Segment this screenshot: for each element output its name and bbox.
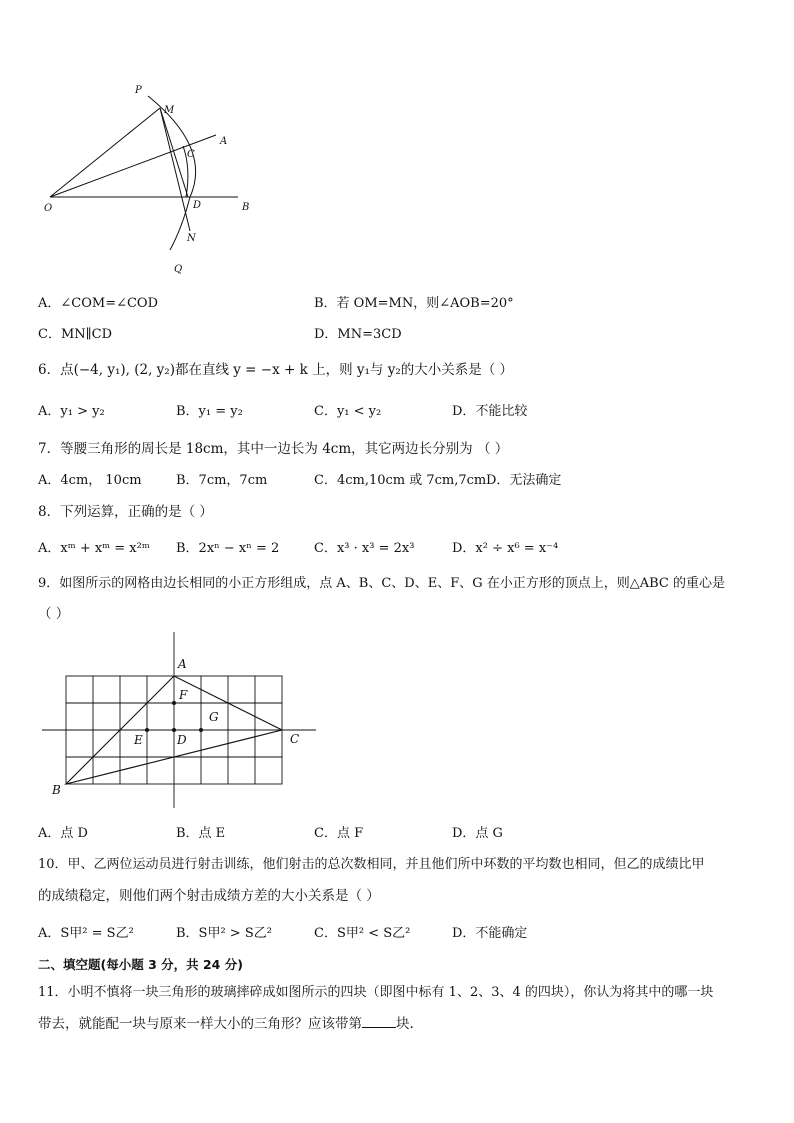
ray-OA	[50, 135, 216, 197]
label-A: A	[220, 136, 228, 147]
q10-option-d: D．不能确定	[452, 926, 528, 941]
q6-option-c: C．y₁ < y₂	[314, 404, 382, 419]
q8-option-d: D．x² ÷ x⁶ = x⁻⁴	[452, 541, 559, 556]
label-Q: Q	[174, 264, 183, 275]
q9-option-c: C．点 F	[314, 826, 364, 841]
q7-option-d: D．无法确定	[486, 473, 562, 488]
q9-stem-line1: 9．如图所示的网格由边长相同的小正方形组成，点 A、B、C、D、E、F、G 在小正方形的顶点上，则△ABC 的重心是	[38, 576, 726, 591]
q8-option-b: B．2xⁿ − xⁿ = 2	[176, 541, 280, 556]
label-A: A	[178, 657, 187, 671]
q9-option-d: D．点 G	[452, 826, 503, 841]
q7-option-a: A．4cm， 10cm	[38, 473, 142, 488]
arc-PQ	[148, 96, 196, 250]
label-D: D	[193, 200, 202, 211]
q9-option-a: A．点 D	[38, 826, 88, 841]
q5-option-a: A．∠COM=∠COD	[38, 296, 159, 311]
q8-stem: 8．下列运算，正确的是（ ）	[38, 504, 213, 520]
label-B: B	[52, 783, 61, 797]
q7-stem: 7．等腰三角形的周长是 18cm，其中一边长为 4cm，其它两边长分别为 （ ）	[38, 441, 509, 457]
label-M: M	[164, 105, 175, 116]
section-2-title: 二、填空题(每小题 3 分，共 24 分)	[38, 957, 243, 972]
q10-option-c: C．S甲² < S乙²	[314, 926, 411, 941]
q8-option-c: C．x³ · x³ = 2x³	[314, 541, 415, 556]
label-C: C	[290, 732, 300, 746]
q11-line2-text: 带去，就能配一块与原来一样大小的三角形？应该带第	[38, 1016, 362, 1032]
q6-option-a: A．y₁ > y₂	[38, 404, 105, 419]
q7-option-c: C．4cm,10cm 或 7cm,7cm	[314, 473, 487, 488]
q7-option-b: B．7cm，7cm	[176, 473, 268, 488]
q11-line2	[38, 1012, 414, 1032]
q8-option-a: A．xᵐ + xᵐ = x²ᵐ	[38, 541, 150, 556]
q10-option-b: B．S甲² > S乙²	[176, 926, 272, 941]
q10-stem-line2: 的成绩稳定，则他们两个射击成绩方差的大小关系是（ ）	[38, 888, 380, 904]
q5-option-b: B．若 OM=MN，则∠AOB=20°	[314, 296, 514, 311]
label-N: N	[187, 233, 196, 244]
q9-stem-line2: （ ）	[38, 606, 70, 622]
label-E: E	[134, 733, 143, 747]
point-E	[145, 728, 149, 732]
q5-option-d: D．MN=3CD	[314, 327, 402, 342]
label-B: B	[242, 202, 250, 213]
q6-option-b: B．y₁ = y₂	[176, 404, 243, 419]
label-O: O	[44, 203, 53, 214]
segment-OM	[50, 108, 160, 197]
q5-option-c: C．MN∥CD	[38, 327, 113, 342]
q6-option-d: D．不能比较	[452, 404, 528, 419]
point-G	[199, 728, 203, 732]
q11-line2-end: 块.	[396, 1016, 414, 1032]
q6-stem: 6．点(−4, y₁), (2, y₂)都在直线 y = −x + k 上，则 y₁与 y₂的大小关系是（ ）	[38, 362, 514, 378]
angle-construction-figure	[30, 78, 270, 278]
grid-triangle-figure	[36, 628, 326, 810]
label-F: F	[179, 688, 188, 702]
label-P: P	[135, 85, 142, 96]
label-G: G	[209, 710, 219, 724]
point-F	[172, 701, 176, 705]
q11-line1: 11．小明不慎将一块三角形的玻璃摔碎成如图所示的四块（即图中标有 1、2、3、4 的四块），你认为将其中的哪一块	[38, 985, 714, 1000]
label-C: C	[187, 149, 195, 160]
q10-option-a: A．S甲² = S乙²	[38, 926, 134, 941]
q9-option-b: B．点 E	[176, 826, 226, 841]
label-D: D	[177, 733, 187, 747]
q11-answer-blank[interactable]	[362, 1015, 396, 1028]
point-D	[172, 728, 176, 732]
q10-stem-line1: 10．甲、乙两位运动员进行射击训练，他们射击的总次数相同，并且他们所中环数的平均数也相同，但乙的成绩比甲	[38, 857, 705, 872]
